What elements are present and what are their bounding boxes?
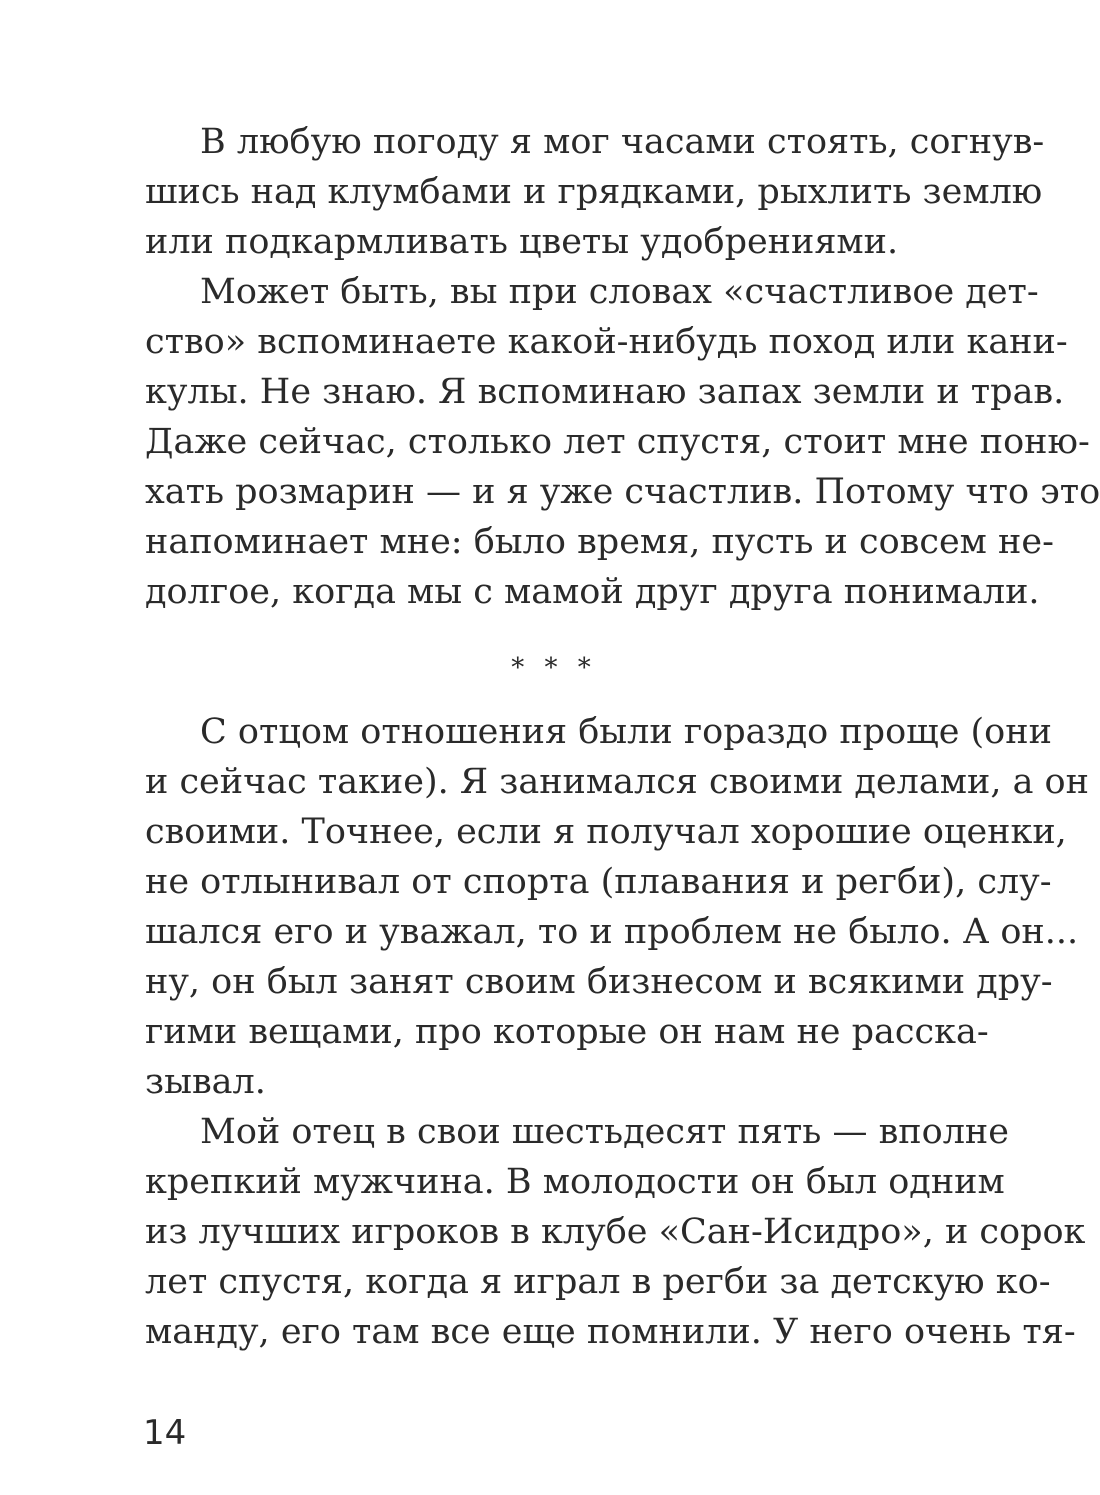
text-line: долгое, когда мы с мамой друг друга понимали.: [145, 572, 1040, 612]
text-line: Даже сейчас, столько лет спустя, стоит мне поню-: [145, 422, 1090, 462]
text-line: манду, его там все еще помнили. У него очень тя-: [145, 1312, 1076, 1352]
text-line: и сейчас такие). Я занимался своими делами, а он: [145, 762, 1089, 802]
text-line: ну, он был занят своим бизнесом и всякими дру-: [145, 962, 1053, 1002]
text-line: Мой отец в свои шестьдесят пять — вполне: [200, 1112, 1009, 1152]
text-line: зывал.: [145, 1062, 266, 1102]
text-line: не отлынивал от спорта (плавания и регби), слу-: [145, 862, 1052, 902]
text-line: или подкармливать цветы удобрениями.: [145, 222, 899, 262]
text-line: шись над клумбами и грядками, рыхлить землю: [145, 172, 1043, 212]
text-line: кулы. Не знаю. Я вспоминаю запах земли и трав.: [145, 372, 1065, 412]
text-line: С отцом отношения были гораздо проще (они: [200, 712, 1052, 752]
text-line: своими. Точнее, если я получал хорошие оценки,: [145, 812, 1067, 852]
text-line: лет спустя, когда я играл в регби за детскую ко-: [145, 1262, 1051, 1302]
text-line: Может быть, вы при словах «счастливое дет-: [200, 272, 1039, 312]
text-line: гими вещами, про которые он нам не расска-: [145, 1012, 989, 1052]
text-line: из лучших игроков в клубе «Сан-Исидро», и сорок: [145, 1212, 1086, 1252]
section-divider: * * *: [511, 653, 597, 683]
page-number: 14: [143, 1413, 187, 1453]
text-line: В любую погоду я мог часами стоять, согнув-: [200, 122, 1045, 162]
text-line: крепкий мужчина. В молодости он был одним: [145, 1162, 1005, 1202]
text-line: напоминает мне: было время, пусть и совсем не-: [145, 522, 1054, 562]
text-line: хать розмарин — и я уже счастлив. Потому что это: [145, 472, 1100, 512]
text-line: шался его и уважал, то и проблем не было. А он...: [145, 912, 1079, 952]
text-line: ство» вспоминаете какой-нибудь поход или кани-: [145, 322, 1068, 362]
